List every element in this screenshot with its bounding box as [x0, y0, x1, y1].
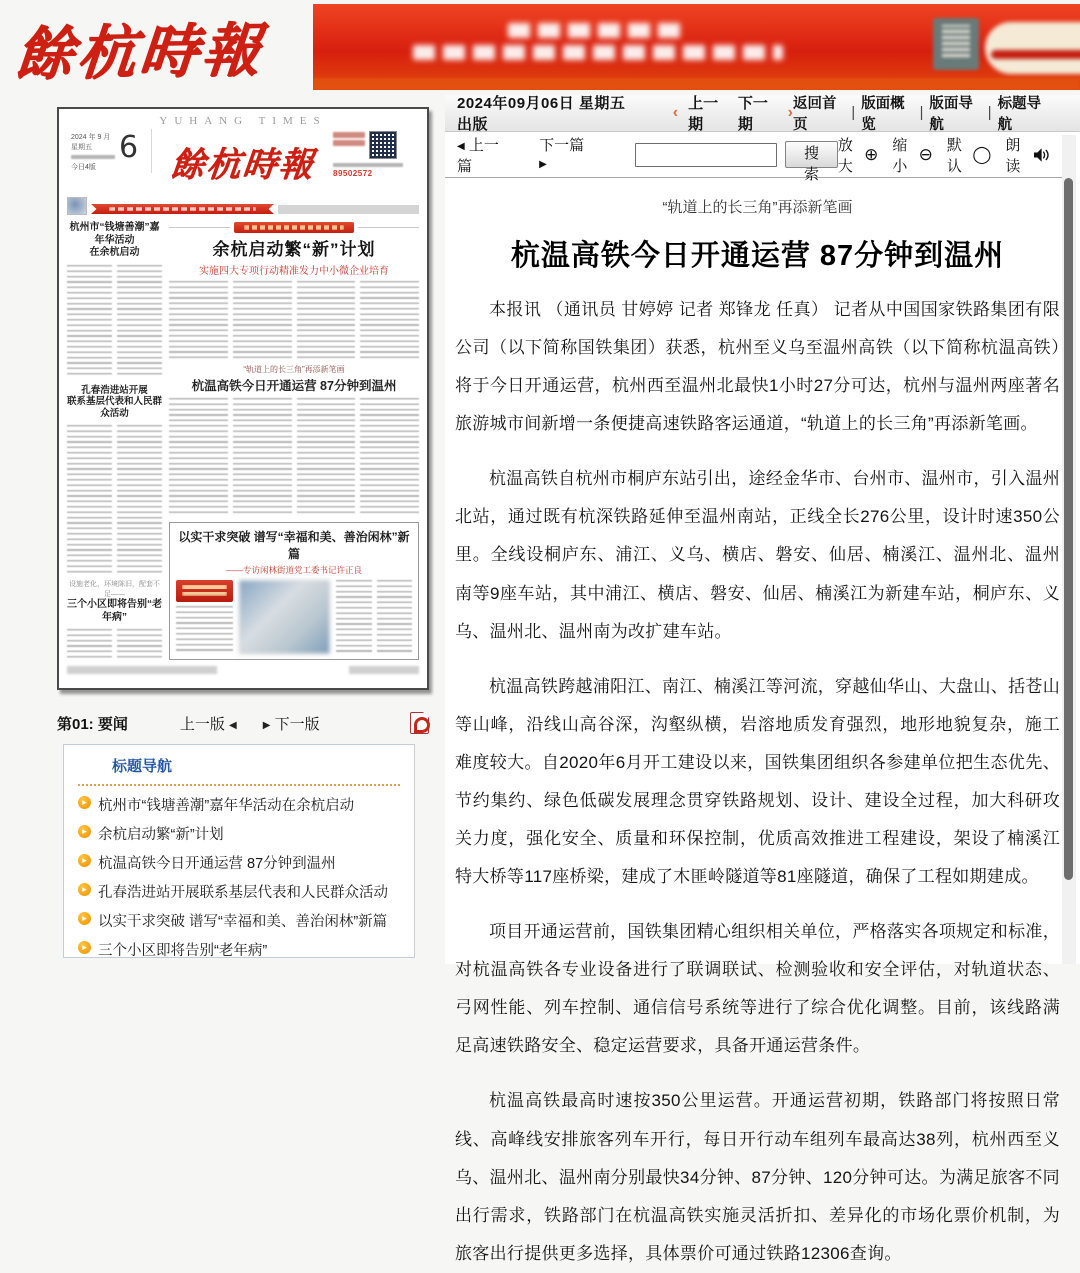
- title-nav-item-label: 余杭启动繁“新”计划: [98, 823, 224, 844]
- link-separator: |: [988, 105, 992, 121]
- home-link[interactable]: 返回首页: [793, 92, 845, 134]
- thumb-footer-blur: [67, 666, 419, 674]
- prev-page-button[interactable]: 上一版 ◀: [180, 713, 237, 734]
- site-masthead: [16, 2, 316, 92]
- bullet-arrow-icon: ▸: [78, 883, 91, 896]
- thumb-simulated-text: [67, 265, 162, 377]
- thumbnail-date-block: [67, 129, 152, 173]
- next-issue-arrow-icon: ›: [788, 104, 793, 122]
- page-label: 第01: 要闻: [57, 713, 128, 734]
- thumb-subtitle-a2: 实施四大专项行动精准发力中小微企业培育: [169, 262, 419, 277]
- prev-page-arrow-icon: ◀: [229, 720, 237, 731]
- prev-issue-arrow-icon: ‹: [673, 104, 678, 122]
- article-paragraph: 杭温高铁自杭州市桐庐东站引出，途经金华市、台州市、温州市，引入温州北站，通过既有杭深铁路延伸至温州南站，正线全长276公里，设计时速350公里。全线设桐庐东、浦江、义乌、横店、磐安、仙居、楠溪江、温州北、温州南等9座车站，其中浦江、横店、磐安、仙居、楠溪江为新建车站，桐庐东、义乌、温州北、温州南为改扩建车站。: [455, 460, 1060, 650]
- thumbnail-hotline-number: 89502572: [333, 169, 419, 178]
- thumb-a5-red-badge: [176, 580, 233, 602]
- default-size-icon: ◯: [972, 146, 991, 163]
- bullet-arrow-icon: ▸: [78, 854, 91, 867]
- title-nav-item[interactable]: [78, 881, 400, 902]
- paper-name-english: YUHANG TIMES: [67, 115, 419, 127]
- speaker-icon: [1034, 147, 1050, 163]
- thumbnail-day-number: 6: [119, 133, 138, 173]
- next-article-arrow-icon: ▶: [539, 159, 547, 170]
- thumbnail-edition: 今日4版: [71, 163, 115, 173]
- default-size-button[interactable]: 默认 ◯: [947, 134, 992, 176]
- thumb-headline-a2: 余杭启动繁“新”计划: [169, 235, 419, 260]
- link-separator: |: [920, 105, 924, 121]
- title-nav-item-label: 杭温高铁今日开通运营 87分钟到温州: [98, 852, 336, 873]
- zoom-out-icon: ⊖: [919, 146, 933, 163]
- title-nav-box: [63, 744, 415, 958]
- link-separator: |: [851, 105, 855, 121]
- site-masthead-title: 餘杭時報: [12, 3, 268, 91]
- next-page-button[interactable]: ▶ 下一版: [263, 713, 320, 734]
- banner-qr-code: [933, 18, 979, 70]
- thumb-kicker-a3: “轨道上的长三角”再添新笔画: [169, 364, 419, 375]
- layout-nav-link[interactable]: 版面导航: [929, 92, 981, 134]
- thumb-simulated-text: [67, 425, 162, 573]
- thumb-simulated-text: [169, 281, 419, 359]
- thumb-headline-a1: 杭州市“钱塘善潮”嘉年华活动 在余杭启动: [67, 222, 162, 260]
- title-nav-item-label: 杭州市“钱塘善潮”嘉年华活动在余杭启动: [98, 794, 354, 815]
- thumb-headline-a4: 孔春浩进站开展 联系基层代表和人民群众活动: [67, 385, 162, 421]
- article-paragraph: 项目开通运营前，国铁集团精心组织相关单位，严格落实各项规定和标准，对杭温高铁各专业设备进行了联调联试、检测验收和安全评估，对轨道状态、弓网性能、列车控制、通信信号系统等进行了综合优化调整。目前，该线路满足高速铁路安全、稳定运营要求，具备开通运营条件。: [455, 913, 1060, 1065]
- article-paragraph: 杭温高铁最高时速按350公里运营。开通运营初期，铁路部门将按照日常线、高峰线安排旅客列车开行，每日开行动车组列车最高达38列，杭州西至义乌、温州北、温州南分别最快34分钟、87分钟、120分钟可达。为满足旅客不同出行需求，铁路部门在杭温高铁实施灵活折扣、差异化的市场化票价机制，为旅客出行提供更多选择，具体票价可通过铁路12306查询。: [455, 1082, 1060, 1272]
- thumbnail-qr-block: [333, 129, 419, 178]
- thumb-headline-a5: 以实干求突破 谱写“幸福和美、善治闲林”新篇: [176, 528, 412, 562]
- title-nav-item[interactable]: [78, 823, 400, 844]
- title-nav-header: 标题导航: [78, 755, 400, 776]
- thumbnail-date-month: 2024 年 9 月: [71, 133, 115, 143]
- thumb-headline-a6: 三个小区即将告别“老年病”: [67, 599, 162, 624]
- issue-date: 2024年09月06日 星期五 出版: [457, 92, 645, 134]
- banner-ad-text-blur: [383, 16, 813, 67]
- thumb-red-badge-row: [169, 222, 419, 233]
- zoom-in-icon: ⊕: [864, 146, 878, 163]
- bullet-arrow-icon: ▸: [78, 941, 91, 954]
- thumb-kicker-a6: 设施老化，环境陈旧，配套不足——: [67, 579, 162, 599]
- page-nav-row: [57, 710, 429, 736]
- thumb-simulated-text: [169, 398, 419, 516]
- search-button[interactable]: 搜索: [785, 141, 837, 168]
- top-banner-ad[interactable]: [313, 4, 1080, 90]
- next-article-button[interactable]: 下一篇 ▶: [539, 134, 587, 176]
- issue-header-bar: [445, 95, 1080, 132]
- search-input[interactable]: [635, 143, 777, 167]
- title-nav-item[interactable]: [78, 910, 400, 931]
- thumb-a5-photo: [239, 580, 331, 654]
- title-nav-item-label: 以实干求突破 谱写“幸福和美、善治闲林”新篇: [98, 910, 387, 931]
- prev-issue-link[interactable]: 上一期: [688, 92, 728, 134]
- thumbnail-weekday: 星期五: [71, 143, 115, 153]
- title-nav-item-label: 孔春浩进站开展联系基层代表和人民群众活动: [98, 881, 388, 902]
- thumb-boxed-article-a5: [169, 522, 419, 660]
- bullet-arrow-icon: ▸: [78, 825, 91, 838]
- article-panel: [445, 95, 1080, 964]
- title-nav-link[interactable]: 标题导航: [998, 92, 1050, 134]
- thumbnail-logo: [67, 197, 87, 215]
- title-nav-item[interactable]: [78, 939, 400, 960]
- thumbnail-ribbon-gray: [278, 205, 419, 214]
- bullet-arrow-icon: ▸: [78, 796, 91, 809]
- bullet-arrow-icon: ▸: [78, 912, 91, 925]
- thumbnail-masthead: 餘杭時報: [168, 137, 317, 186]
- article-body: [445, 178, 1080, 1273]
- read-aloud-button[interactable]: 朗读: [1005, 134, 1050, 176]
- front-page-thumbnail[interactable]: [57, 107, 429, 690]
- banner-bottom-strip: [313, 78, 1080, 90]
- thumb-headline-a3: 杭温高铁今日开通运营 87分钟到温州: [169, 376, 419, 394]
- next-page-arrow-icon: ▶: [263, 720, 271, 731]
- zoom-out-button[interactable]: 缩小 ⊖: [892, 134, 933, 176]
- scrollbar-thumb[interactable]: [1064, 178, 1073, 880]
- title-nav-separator: [78, 784, 400, 786]
- thumbnail-qr-code: [369, 131, 397, 159]
- zoom-in-button[interactable]: 放大 ⊕: [838, 134, 879, 176]
- thumb-simulated-text: [67, 629, 162, 660]
- article-kicker: “轨道上的长三角”再添新笔画: [455, 196, 1060, 217]
- title-nav-item-label: 三个小区即将告别“老年病”: [98, 939, 267, 960]
- thumbnail-ribbon-banner: [91, 204, 274, 214]
- title-nav-item[interactable]: [78, 794, 400, 815]
- layout-overview-link[interactable]: 版面概览: [861, 92, 913, 134]
- prev-article-button[interactable]: ◀ 上一篇: [457, 134, 505, 176]
- next-issue-link[interactable]: 下一期: [738, 92, 778, 134]
- article-paragraph: 本报讯 （通讯员 甘婷婷 记者 郑锋龙 任真） 记者从中国国家铁路集团有限公司（以下简称国铁集团）获悉，杭州至义乌至温州高铁（以下简称杭温高铁）将于今日开通运营，杭州西至温州北最快1小时27分可达，杭州与温州两座著名旅游城市间新增一条便捷高速铁路客运通道，“轨道上的长三角”再添新笔画。: [455, 291, 1060, 443]
- thumb-subtitle-a5: ——专访闲林街道党工委书记许正良: [176, 564, 412, 576]
- article-paragraph: 杭温高铁跨越浦阳江、南江、楠溪江等河流，穿越仙华山、大盘山、括苍山等山峰，沿线山高谷深，沟壑纵横，岩溶地质发育强烈，地形地貌复杂，施工难度较大。自2020年6月开工建设以来，国铁集团组织各参建单位把生态优先、节约集约、绿色低碳发展理念贯穿铁路规划、设计、建设全过程，加大科研攻关力度，强化安全、质量和环保控制，优质高效推进工程建设，架设了楠溪江特大桥等117座桥梁，建成了木匪岭隧道等81座隧道，确保了工程如期建成。: [455, 668, 1060, 896]
- banner-train-image: [985, 22, 1080, 74]
- title-nav-item[interactable]: [78, 852, 400, 873]
- pdf-download-icon[interactable]: [410, 712, 429, 734]
- prev-article-arrow-icon: ◀: [457, 141, 465, 152]
- article-toolbar: [445, 132, 1062, 178]
- article-title: 杭温高铁今日开通运营 87分钟到温州: [455, 233, 1060, 274]
